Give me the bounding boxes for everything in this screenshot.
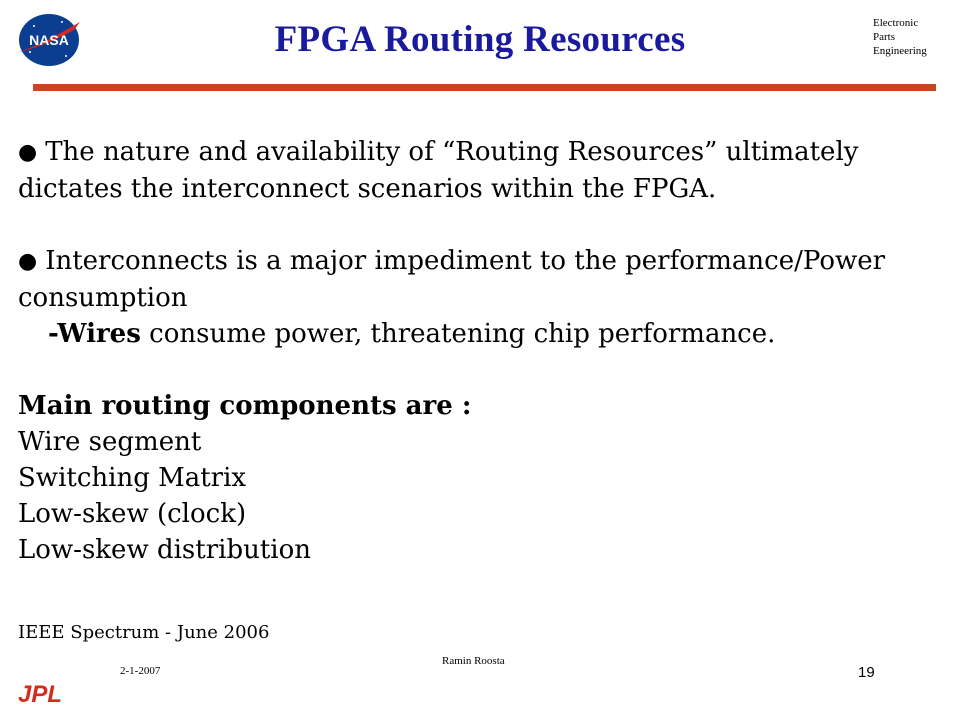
bullet-item (18, 243, 948, 316)
jpl-logo-icon (16, 680, 72, 706)
svg-text:JPL: JPL (18, 681, 63, 706)
source-citation: IEEE Spectrum - June 2006 (18, 622, 270, 643)
org-line: Electronic (873, 17, 919, 29)
footer-date: 2-1-2007 (120, 665, 161, 677)
bullet-icon: ● (18, 140, 38, 165)
org-line: Parts (873, 31, 895, 43)
component-item: Low-skew distribution (18, 535, 312, 565)
component-item: Low-skew (clock) (18, 499, 247, 529)
svg-text:NASA: NASA (29, 32, 69, 48)
bullet-item (18, 134, 948, 207)
title-divider (33, 84, 936, 91)
bullet-icon: ● (18, 249, 38, 274)
sub-bullet-text: consume power, threatening chip performance. (140, 319, 776, 349)
components-heading: Main routing components are : (18, 391, 472, 421)
slide-body (18, 134, 948, 568)
page-number: 19 (858, 664, 875, 681)
org-line: Engineering (873, 45, 927, 57)
bullet-text: Interconnects is a major impediment to the performance/Power consumption (18, 246, 886, 313)
component-item: Wire segment (18, 427, 202, 457)
sub-bullet-bold: -Wires (48, 319, 141, 349)
org-label (873, 16, 957, 58)
slide-title: FPGA Routing Resources (274, 19, 686, 60)
component-item: Switching Matrix (18, 463, 247, 493)
bullet-text: The nature and availability of “Routing Resources” ultimately dictates the interconnect scenarios within the FPGA. (18, 137, 859, 204)
sub-bullet (18, 316, 948, 352)
footer-author: Ramin Roosta (442, 655, 505, 667)
